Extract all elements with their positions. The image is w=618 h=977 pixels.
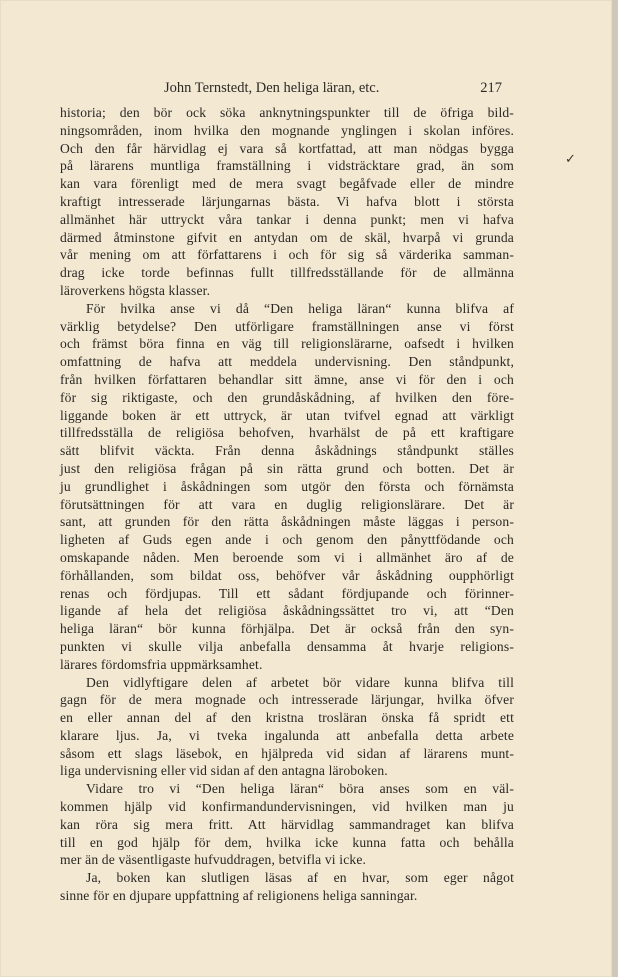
text-line: punkten vi skulle vilja anbefalla densamma åt hvarje religions- [60,638,514,654]
text-line: allmänhet här uttryckt våra tankar i denna punkt; men vi hafva [60,211,514,227]
text-line: lärares fördomsfria uppmärksamhet. [60,656,263,672]
margin-mark: ✓ [565,152,576,167]
text-line: liggande boken är ett uttryck, är utan tvifvel egnad att värkligt [60,407,514,423]
text-line: läroverkens högsta klasser. [60,282,211,298]
text-line: renas och fördjupas. Till ett sådant fördjupande och förinner- [60,585,514,601]
text-line: vår mening om att författarens i och för sig så värderika samman- [60,247,514,263]
text-line: Den vidlyftigare delen af arbetet bör vidare kunna blifva till [86,674,514,690]
text-line: mer än de väsentligaste hufvuddragen, betvifla vi icke. [60,852,367,868]
text-line: från hvilken författaren behandlar sitt ämne, anse vi för den i och [60,371,514,387]
text-line: Ja, boken kan slutligen läsas af en hvar, som eger något [86,870,514,886]
text-line: historia; den bör ock söka anknytningspunkter till de öfriga bild- [60,105,514,120]
text-line: såsom ett slags läsebok, en hjälpreda vid sidan af lärarens munt- [60,745,514,761]
text-line: för sig riktigaste, och den grundåskådning, af hvilken den före- [60,389,514,405]
page-header [60,76,502,98]
text-line: kan röra sig mera fritt. Att härvidlag sammandraget kan blifva [60,816,514,832]
text-line: Vidare tro vi “Den heliga läran“ böra anses som en väl- [86,781,514,797]
page-edge [612,0,618,977]
text-line: kraftigt intresserade lärjungarnas bästa. Vi hafva blott i största [60,193,514,209]
text-line: omskapande nåden. Men beroende som vi i allmänhet äro af de [60,549,514,565]
text-line: på lärarens muntliga framställning i vidsträcktare grad, än som [60,158,514,174]
text-line: För hvilka anse vi då “Den heliga läran“ kunna blifva af [86,300,514,316]
text-line: sant, att grunden för den rätta åskådningen måste läggas i person- [60,514,514,530]
text-line: sätt blifvit väckta. Från denna åskådnings ståndpunkt ställes [60,443,514,459]
text-line: klarare ljus. Ja, vi tveka ingalunda att anbefalla detta arbete [60,727,514,743]
text-line: sinne för en djupare uppfattning af religionens heliga sanningar. [60,888,418,904]
text-line: omfattning de hafva att meddela undervisning. Den ståndpunkt, [60,354,514,370]
body-text [60,104,514,905]
text-line: till en god hjälp för dem, hvilka icke kunna fatta och behålla [60,834,514,850]
text-line: heliga läran“ bör kunna förhjälpa. Det är också från den syn- [60,621,514,637]
text-line: kommen hjälp vid konfirmandundervisningen, vid hvilken man ju [60,799,514,815]
text-line: Och den får härvidlag ej vara så kortfattad, att man nödgas bygga [60,140,514,156]
text-line: förhållanden, som bildat oss, behöfver vår åskådning oupphörligt [60,567,514,583]
text-line: ju grundlighet i åskådningen som utgör den första och förnämsta [60,478,514,494]
text-line: och främst böra finna en väg till religionslärarne, oafsedt i hvilken [60,336,514,352]
text-line: tillfredsställa de religiösa behofven, hvarhälst de på ett kraftigare [60,425,514,441]
text-line: drag icke torde befinnas fullt tillfredsställande för de allmänna [60,265,514,281]
running-title: John Ternstedt, Den heliga läran, etc. [164,80,380,96]
text-line: förutsättningen för att vara en duglig religionslärare. Det är [60,496,514,512]
text-line: ligheten af Guds egen ande i och genom den pånyttfödande och [60,532,514,548]
text-line: just den religiösa frågan på sin rätta grund och botten. Det är [60,460,514,476]
text-line: kan vara förenligt med de mera svagt begåfvade eller de mindre [60,176,514,192]
text-line: ligande af hela det religiösa åskådningssättet tro vi, att “Den [60,603,514,619]
text-line: därmed åtminstone gifvit en antydan om de skäl, hvarpå vi grunda [60,229,514,245]
text-line: ningsområden, inom hvilka den mognande ynglingen i skolan införes. [60,122,514,138]
text-line: gagn för de mera mognade och intresserade lärjungar, hvilka öfver [60,692,514,708]
text-line: värklig betydelse? Den utförligare framställningen anse vi först [60,318,514,334]
text-line: en eller annan del af den kristna trosläran önska få spridt ett [60,710,514,726]
page-number: 217 [480,80,502,96]
text-line: liga undervisning eller vid sidan af den antagna läroboken. [60,763,388,779]
